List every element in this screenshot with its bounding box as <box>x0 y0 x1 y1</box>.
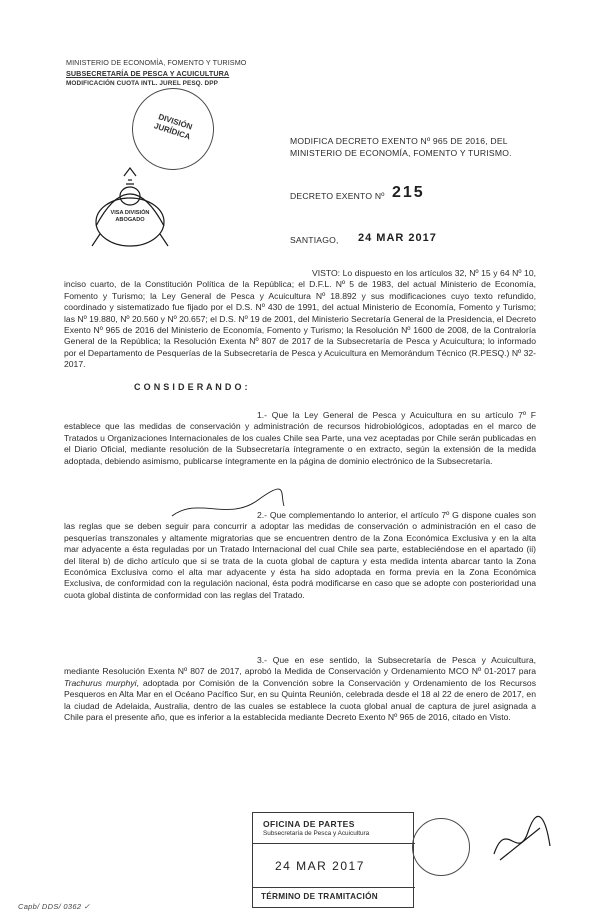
considerando-3-part2: , adoptada por Comisión de la Convención sobre la Conservación y Ordenamiento de los Recursos Pesqueros en Alta Mar en el Océano Pacífico Sur, en su Quinta Reunión, celebrada desde el 18 al 22 de enero de 2017, en la ciudad de Adelaida, Australia, dentro de las cuales se establece la cuota global anual de captura de jurel asignada a Chile para el presente año, que es inferior a la establecida mediante Decreto Exento Nº 965 de 2016, citado en Visto. <box>64 677 537 723</box>
subsecretaria-header: SUBSECRETARÍA DE PESCA Y ACUICULTURA <box>66 69 230 78</box>
visto-text: Lo dispuesto en los artículos 32, Nº 15 y 64 Nº 10, inciso cuarto, de la Constitución Política de la República; el D.F.L. Nº 5 de 1983, del actual Ministerio de Economía, Fomento y Turismo; la Ley General de Pesca y Acuicultura Nº 18.892 y sus modificaciones cuyo texto refundido, coordinado y sistematizado fue fijado por el D.S. Nº 430 de 1991, del actual Ministerio de Economía, Fomento y Turismo; las Nº 19.880, Nº 20.560 y Nº 20.657; el D.S. Nº 19 de 2001, del Ministerio Secretaría General de la Presidencia, el Decreto Exento Nº 965 de 2016 del Ministerio de Economía, Fomento y Turismo; la Resolución Nº 1600 de 2008, de la Contraloría General de la República; la Resolución Exenta Nº 807 de 2017 de la Subsecretaría de Pesca y Acuicultura; lo informado por el Departamento de Pesquerías de la Subsecretaría de Pesca y Acuicultura en Memorándum Técnico (R.PESQ.) Nº 32-2017. <box>64 268 537 370</box>
place-date: 24 MAR 2017 <box>358 232 437 244</box>
office-stamp-footer: TÉRMINO DE TRAMITACIÓN <box>261 892 378 901</box>
reference-line: MODIFICACIÓN CUOTA INTL. JUREL PESQ. DPP <box>66 80 218 87</box>
decree-title-line2: MINISTERIO DE ECONOMÍA, FOMENTO Y TURISMO. <box>290 148 512 158</box>
considerando-2: 2.- Que complementando lo anterior, el artículo 7º G dispone cuales son las reglas que se deben seguir para concurrir a adoptar las medidas de conservación o administración en el caso de pesquerías transzonales y altamente migratorias que se encuentren dentro de la Zona Económica Exclusiva y en la alta mar adyacente a ésta reguladas por un Tratado Internacional del cual Chile sea parte, estableciéndose en el apartado (ii) del literal b) de dicho artículo que si se trata de la cuota global de captura y esta medida intenta abarcar tanto la Zona Económica Exclusiva como el alta mar adyacente y ésta ha sido adoptada en forma previa en la Zona Económica Exclusiva, de conformidad con la regulación nacional, ésta podrá modificarse en caso que se adopte con posterioridad una cuota global distinta de conformidad con las reglas del Tratado. <box>64 510 536 600</box>
ministry-header: MINISTERIO DE ECONOMÍA, FOMENTO Y TURISMO <box>66 58 247 67</box>
visto-label: VISTO: <box>312 268 341 278</box>
office-stamp-title: OFICINA DE PARTES <box>263 819 355 829</box>
office-stamp-divider-2 <box>253 887 415 888</box>
considerando-1: 1.- Que la Ley General de Pesca y Acuicultura en su artículo 7º F establece que las medidas de conservación y administración de recursos hidrobiológicos, adoptadas en el marco de Tratados u Organizaciones Internacionales de los cuales Chile sea Parte, una vez aceptadas por Chile serán publicadas en el Diario Oficial, mediante resolución de la Subsecretaría íntegramente o en extracto, según la extensión de la medida adoptada, debiendo asimismo, publicarse íntegramente en la página de dominio electrónico de la Subsecretaría. <box>64 410 536 466</box>
decree-title-line1: MODIFICA DECRETO EXENTO Nº 965 DE 2016, DEL <box>290 136 508 146</box>
office-stamp-subtitle: Subsecretaría de Pesca y Acuicultura <box>263 830 370 837</box>
ministry-seal <box>84 166 176 256</box>
visto-paragraph <box>64 268 536 371</box>
partes-round-stamp <box>412 818 470 876</box>
office-stamp-divider <box>253 843 415 844</box>
office-stamp-date: 24 MAR 2017 <box>275 859 365 873</box>
juridica-stamp-text: DIVISIÓN JURÍDICA <box>152 112 194 142</box>
footer-handwritten-note: Capb/ DDS/ 0362 ✓ <box>18 902 91 911</box>
species-name: Trachurus murphyi <box>64 677 137 688</box>
considerando-3-part1: 3.- Que en ese sentido, la Subsecretaría de Pesca y Acuicultura, mediante Resolución Exenta Nº 807 de 2017, aprobó la Medida de Conservación y Ordenamiento MCO Nº 01-2017 para <box>64 655 536 677</box>
place-city: SANTIAGO, <box>290 235 339 245</box>
visa-stamp-text: VISA DIVISIÓN ABOGADO <box>110 210 150 223</box>
signature <box>488 810 558 870</box>
considerando-3 <box>64 655 536 723</box>
decree-label: DECRETO EXENTO Nº <box>290 191 385 201</box>
oficina-partes-stamp <box>252 812 414 908</box>
decree-number: 215 <box>392 184 425 201</box>
considerando-heading: C O N S I D E R A N D O : <box>134 382 248 392</box>
handwritten-mark <box>168 486 288 526</box>
